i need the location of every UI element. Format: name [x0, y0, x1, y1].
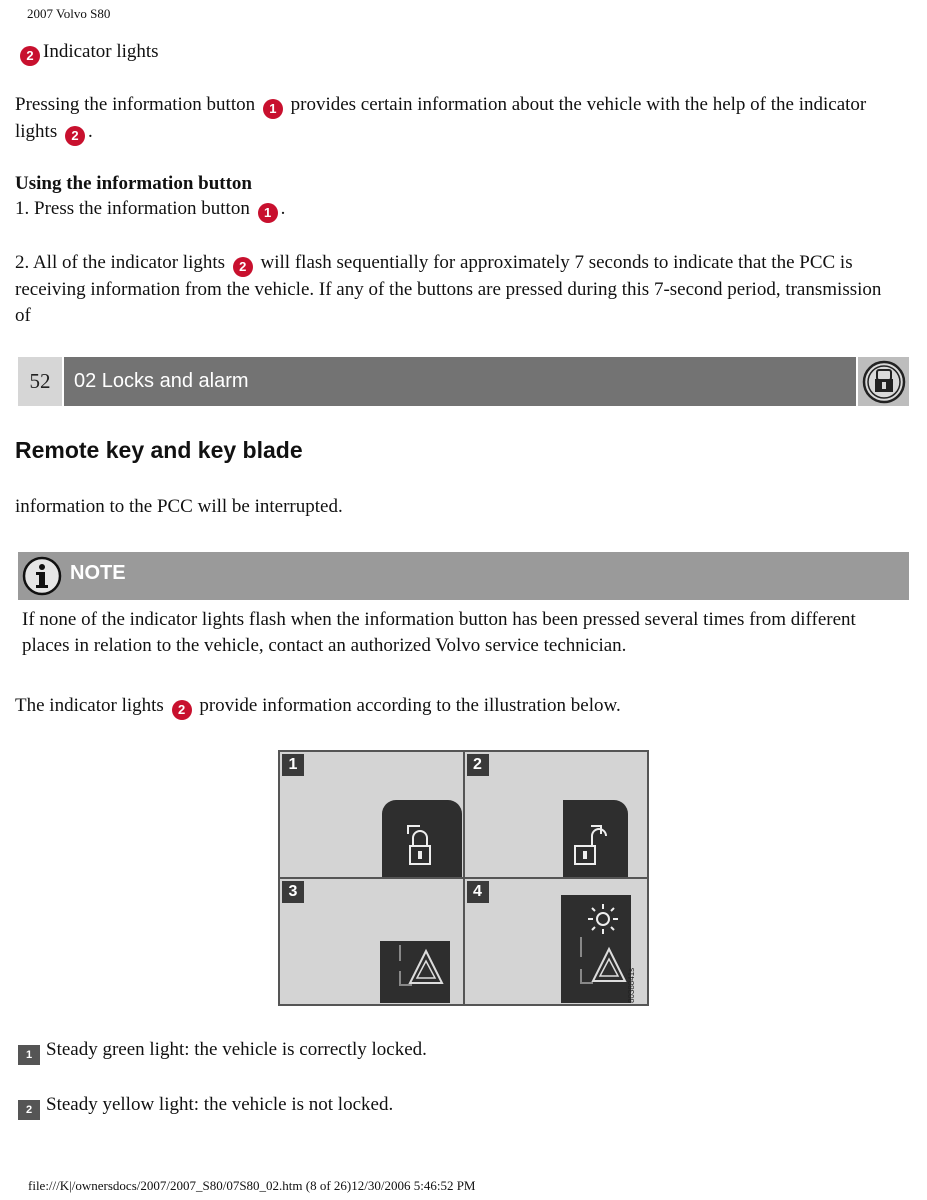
legend-text: Steady yellow light: the vehicle is not locked.: [46, 1094, 394, 1115]
panel-4-number: 4: [467, 881, 489, 903]
callout-2-icon: 2: [65, 126, 85, 146]
callout-1-icon: 1: [263, 99, 283, 119]
indicator-lights-heading: [17, 39, 159, 66]
step-1: [15, 196, 285, 223]
continuation-text: information to the PCC will be interrupted.: [15, 496, 343, 517]
step-2-text-b: will flash sequentially for approximately 7 seconds to indicate that the PCC is receiving information from the vehicle. If any of the buttons are pressed during this 7-second period, transmission of: [15, 252, 882, 326]
footer-url: file:///K|/ownersdocs/2007/2007_S80/07S80_02.htm (8 of 26)12/30/2006 5:46:52 PM: [28, 1178, 476, 1193]
page-number: 52: [18, 357, 62, 406]
step-2-text-a: 2. All of the indicator lights: [15, 252, 226, 273]
step-1-end: .: [280, 198, 286, 219]
panel-1: [280, 752, 463, 877]
callout-2-icon: 2: [233, 257, 253, 277]
panel-3: [280, 879, 463, 1004]
note-label: NOTE: [70, 562, 126, 584]
intro-text-c: .: [87, 121, 93, 142]
light-icon: [585, 901, 621, 937]
using-info-button-heading: Using the information button: [15, 173, 252, 194]
indicator-intro-a: The indicator lights: [15, 695, 164, 716]
illustration-code: 8038841s: [626, 967, 636, 1003]
intro-text-a: Pressing the information button: [15, 94, 256, 115]
document-title: 2007 Volvo S80: [27, 6, 111, 21]
hazard-icon: [390, 945, 446, 999]
section-icon-box: [858, 357, 909, 406]
lock-closed-icon: [398, 824, 438, 872]
legend-text: Steady green light: the vehicle is correctly locked.: [46, 1039, 427, 1060]
step-1-text: 1. Press the information button: [15, 198, 250, 219]
section-title: Remote key and key blade: [15, 437, 303, 463]
panel-4: [465, 879, 648, 1004]
indicator-intro-b: provide information according to the illustration below.: [199, 695, 621, 716]
indicator-lights-heading-text: Indicator lights: [43, 41, 159, 62]
step-2: [15, 250, 895, 329]
indicator-intro: [15, 693, 621, 720]
legend-number-badge: 2: [18, 1100, 40, 1120]
legend-item: [18, 1037, 427, 1065]
callout-2-icon: 2: [172, 700, 192, 720]
intro-paragraph: [15, 92, 895, 146]
lock-open-icon: [569, 824, 609, 872]
legend-item: [18, 1092, 393, 1120]
panel-2-number: 2: [467, 754, 489, 776]
note-text: If none of the indicator lights flash when the information button has been pressed several times from different places in relation to the vehicle, contact an authorized Volvo service technician.: [22, 609, 856, 656]
panel-2: [465, 752, 648, 877]
indicator-illustration: [278, 750, 649, 1006]
hazard-icon: [569, 937, 629, 999]
intro-text-b: provides certain information about the vehicle with the help of the indicator lights: [15, 94, 867, 142]
callout-1-icon: 1: [258, 203, 278, 223]
lock-icon: [858, 357, 909, 406]
panel-3-number: 3: [282, 881, 304, 903]
legend-number-badge: 1: [18, 1045, 40, 1065]
section-label: 02 Locks and alarm: [64, 357, 856, 406]
info-icon: [22, 556, 62, 596]
note-bar: [18, 552, 909, 600]
callout-2-icon: 2: [20, 46, 40, 66]
panel-1-number: 1: [282, 754, 304, 776]
